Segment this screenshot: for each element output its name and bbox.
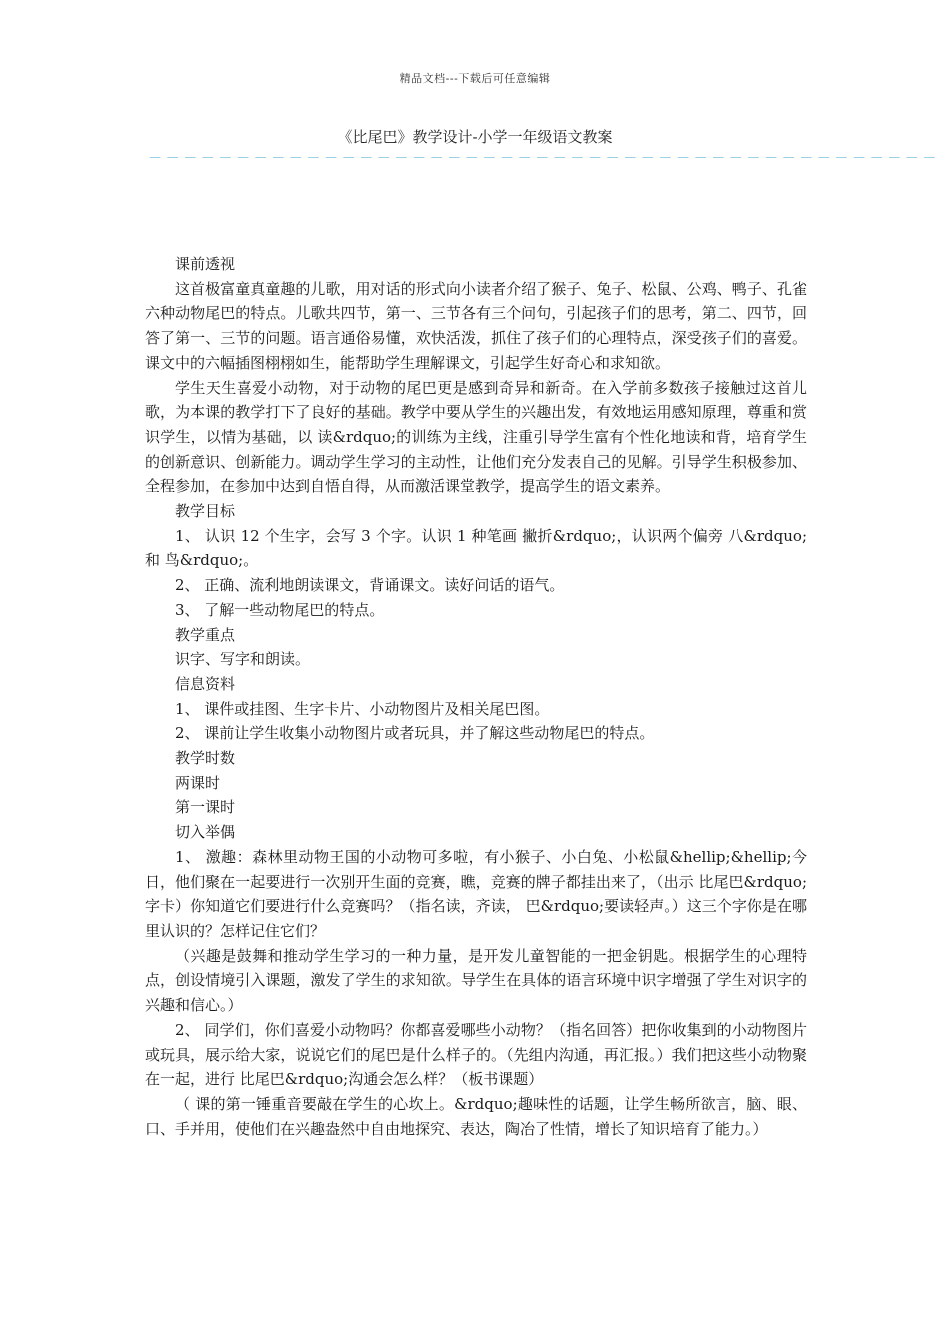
body-paragraph: 1、 激趣：森林里动物王国的小动物可多啦，有小猴子、小白兔、小松鼠&hellip;&hellip;今日，他们聚在一起要进行一次别开生面的竞赛，瞧，竞赛的牌子都挂出来了，（出示 比尾巴&rdquo;字卡）你知道它们要进行什么竞赛吗？（指名读，齐读， 巴&rdquo;要读轻声。）这三个字你是在哪里认识的？怎样记住它们？ [145, 847, 807, 940]
section-heading-lesson-one: 第一课时 [175, 798, 236, 817]
section-heading-goals: 教学目标 [175, 502, 236, 521]
section-heading-preview: 课前透视 [175, 255, 236, 273]
body-paragraph: （兴趣是鼓舞和推动学生学习的一种力量，是开发儿童智能的一把金钥匙。根据学生的心理特点，创设情境引入课题，激发了学生的求知欲。导学生在具体的语言环境中识字增强了学生对识字的兴趣和信心。） [145, 946, 807, 1015]
goal-item: 2、 正确、流利地朗读课文，背诵课文。读好问话的语气。 [175, 576, 565, 595]
title-underline-rule: －－－－－－－－－－－－－－－－－－－－－－－－－－－－－－－－－－－－－－－－－－－－－ [148, 151, 940, 167]
section-heading-focus: 教学重点 [175, 625, 236, 644]
body-line: 两课时 [175, 773, 221, 792]
goal-item: 3、 了解一些动物尾巴的特点。 [175, 600, 385, 619]
body-paragraph: （ 课的第一锤重音要敲在学生的心坎上。&rdquo;趣味性的话题，让学生畅所欲言，脑、眼、口、手并用，使他们在兴趣盎然中自由地探究、表达，陶冶了性情，增长了知识培育了能力。） [145, 1094, 807, 1138]
body-paragraph: 2、 同学们，你们喜爱小动物吗？你都喜爱哪些小动物？（指名回答）把你收集到的小动物图片或玩具，展示给大家，说说它们的尾巴是什么样子的。（先组内沟通，再汇报。）我们把这些小动物聚在一起，进行 比尾巴&rdquo;沟通会怎么样？（板书课题） [145, 1020, 807, 1089]
section-heading-hours: 教学时数 [175, 749, 236, 768]
resource-item: 1、 课件或挂图、生字卡片、小动物图片及相关尾巴图。 [175, 699, 550, 718]
resource-item: 2、 课前让学生收集小动物图片或者玩具，并了解这些动物尾巴的特点。 [175, 724, 655, 743]
header-note: 精品文档---下载后可任意编辑 [399, 72, 551, 85]
document-body [145, 252, 807, 1141]
section-heading-resources: 信息资料 [175, 674, 236, 693]
document-title: 《比尾巴》教学设计-小学一年级语文教案 [337, 128, 613, 146]
body-paragraph: 这首极富童真童趣的儿歌，用对话的形式向小读者介绍了猴子、兔子、松鼠、公鸡、鸭子、孔雀六种动物尾巴的特点。儿歌共四节，第一、三节各有三个问句，引起孩子们的思考，第二、四节，回答了第一、三节的问题。语言通俗易懂，欢快活泼，抓住了孩子们的心理特点，深受孩子们的喜爱。课文中的六幅插图栩栩如生，能帮助学生理解课文，引起学生好奇心和求知欲。 [145, 279, 807, 372]
body-paragraph: 学生天生喜爱小动物，对于动物的尾巴更是感到奇异和新奇。在入学前多数孩子接触过这首儿歌，为本课的教学打下了良好的基础。教学中要从学生的兴趣出发，有效地运用感知原理，尊重和赏识学生，以情为基础，以 读&rdquo;的训练为主线，注重引导学生富有个性化地读和背，培育学生的创新意识、创新能力。调动学生学习的主动性，让他们充分发表自己的见解。引导学生积极参加、全程参加，在参加中达到自悟自得，从而激活课堂教学，提高学生的语文素养。 [145, 378, 807, 496]
goal-item: 1、 认识 12 个生字，会写 3 个字。认识 1 种笔画 撇折&rdquo;，认识两个偏旁 八&rdquo;和 鸟&rdquo;。 [145, 526, 807, 570]
section-heading-intro: 切入举偶 [175, 823, 236, 842]
body-line: 识字、写字和朗读。 [175, 650, 311, 669]
